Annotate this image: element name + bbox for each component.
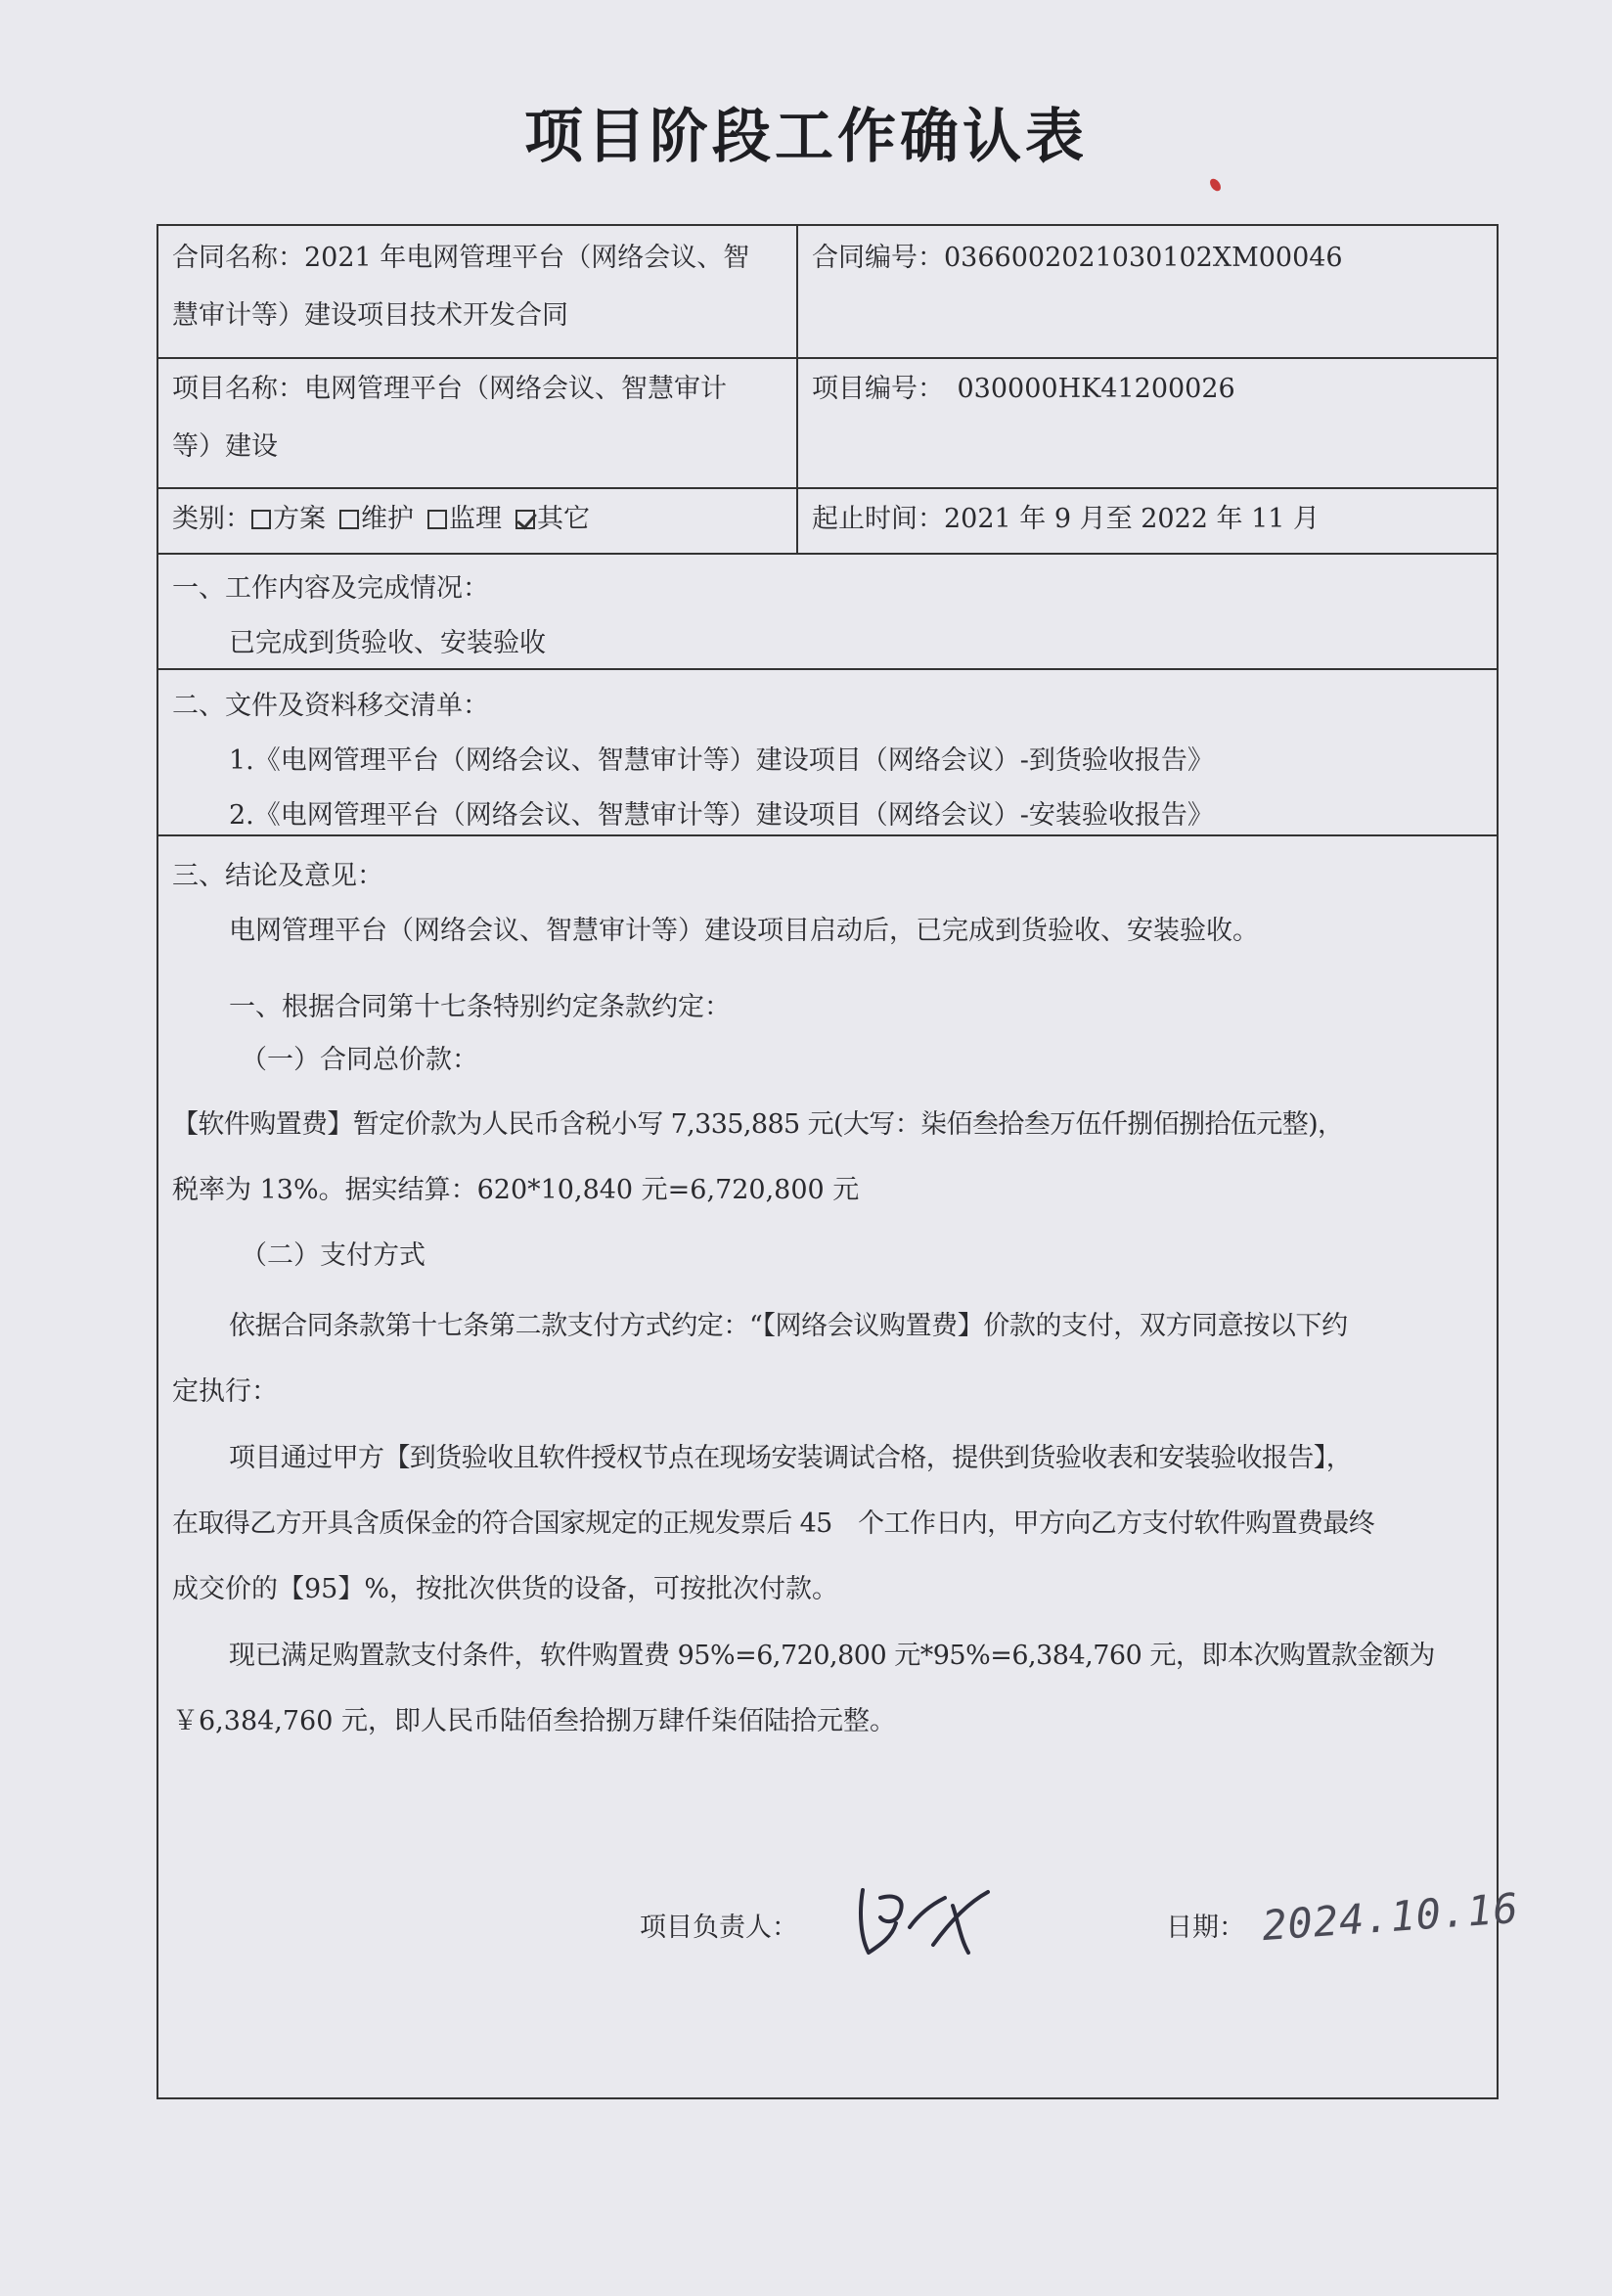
checkbox-option-2[interactable] xyxy=(339,510,359,529)
section1-heading: 一、工作内容及完成情况： xyxy=(172,573,489,604)
period-text: 起止时间：2021 年 9 月至 2022 年 11 月 xyxy=(812,504,1321,534)
manager-signature xyxy=(851,1884,998,1962)
category-row xyxy=(158,487,1497,555)
conclusion-p7-line2: 在取得乙方开具含质保金的符合国家规定的正规发票后 45 个工作日内，甲方向乙方支付软件购置费最终 xyxy=(172,1508,1375,1539)
option-4-label: 其它 xyxy=(537,504,590,534)
checkbox-option-4-checked[interactable] xyxy=(515,510,535,529)
conclusion-p6-line1: 依据合同条款第十七条第二款支付方式约定：“【网络会议购置费】价款的支付，双方同意按以下约 xyxy=(229,1311,1348,1341)
section1-content: 已完成到货验收、安装验收 xyxy=(229,628,546,658)
period-cell xyxy=(798,487,1497,553)
contract-number: 合同编号：0366002021030102XM00046 xyxy=(812,243,1343,273)
conclusion-p7-line1: 项目通过甲方【到货验收且软件授权节点在现场安装调试合格，提供到货验收表和安装验收报告】， xyxy=(229,1443,1353,1473)
project-number-cell xyxy=(798,357,1497,487)
contract-name-line1: 合同名称：2021 年电网管理平台（网络会议、智 xyxy=(172,243,750,273)
project-name-cell xyxy=(158,357,798,487)
file-list-item-1: 1.《电网管理平台（网络会议、智慧审计等）建设项目（网络会议）-到货验收报告》 xyxy=(229,745,1214,776)
category-cell xyxy=(158,487,798,553)
date-label: 日期： xyxy=(1166,1913,1245,1943)
project-name-line1: 项目名称：电网管理平台（网络会议、智慧审计 xyxy=(172,374,727,404)
section-work-content xyxy=(158,553,1497,670)
manager-label: 项目负责人： xyxy=(640,1913,798,1943)
conclusion-p4-line2: 税率为 13%。据实结算：620*10,840 元=6,720,800 元 xyxy=(172,1175,860,1205)
section3-heading: 三、结论及意见： xyxy=(172,861,383,891)
page-title: 项目阶段工作确认表 xyxy=(524,103,1088,171)
red-ink-mark xyxy=(1208,177,1223,194)
category-line xyxy=(172,487,783,552)
contract-row xyxy=(158,226,1497,359)
contract-name-cell xyxy=(158,226,798,357)
conclusion-p2: 一、根据合同第十七条特别约定条款约定： xyxy=(229,992,731,1022)
conclusion-p8-line1: 现已满足购置款支付条件，软件购置费 95%=6,720,800 元*95%=6,384,760 元，即本次购置款金额为 xyxy=(229,1641,1435,1671)
conclusion-p7-line3: 成交价的【95】%，按批次供货的设备，可按批次付款。 xyxy=(172,1574,839,1604)
project-name-line2: 等）建设 xyxy=(172,431,278,462)
conclusion-p1: 电网管理平台（网络会议、智慧审计等）建设项目启动后，已完成到货验收、安装验收。 xyxy=(229,916,1259,946)
category-label: 类别： xyxy=(172,504,251,534)
contract-number-cell xyxy=(798,226,1497,357)
file-list-item-2: 2.《电网管理平台（网络会议、智慧审计等）建设项目（网络会议）-安装验收报告》 xyxy=(229,800,1214,831)
conclusion-p4-line1: 【软件购置费】暂定价款为人民币含税小写 7,335,885 元(大写：柒佰叁拾叁万伍仟捌佰捌拾伍元整)， xyxy=(172,1109,1344,1140)
option-3-label: 监理 xyxy=(449,504,502,534)
date-value: 2024.10.16 xyxy=(1260,1883,1521,1951)
checkbox-option-3[interactable] xyxy=(427,510,447,529)
conclusion-p6-line2: 定执行： xyxy=(172,1376,278,1407)
checkbox-option-1[interactable] xyxy=(251,510,271,529)
section-file-list xyxy=(158,668,1497,836)
section2-heading: 二、文件及资料移交清单： xyxy=(172,691,489,721)
contract-name-line2: 慧审计等）建设项目技术开发合同 xyxy=(172,300,568,331)
conclusion-p5: （二）支付方式 xyxy=(241,1240,425,1271)
confirmation-form xyxy=(157,224,1499,2099)
option-2-label: 维护 xyxy=(361,504,414,534)
option-1-label: 方案 xyxy=(273,504,326,534)
project-number: 项目编号： 030000HK41200026 xyxy=(812,374,1235,404)
conclusion-p8-line2: ￥6,384,760 元，即人民币陆佰叁拾捌万肆仟柒佰陆拾元整。 xyxy=(172,1706,896,1736)
project-row xyxy=(158,357,1497,489)
conclusion-p3: （一）合同总价款： xyxy=(241,1045,478,1075)
